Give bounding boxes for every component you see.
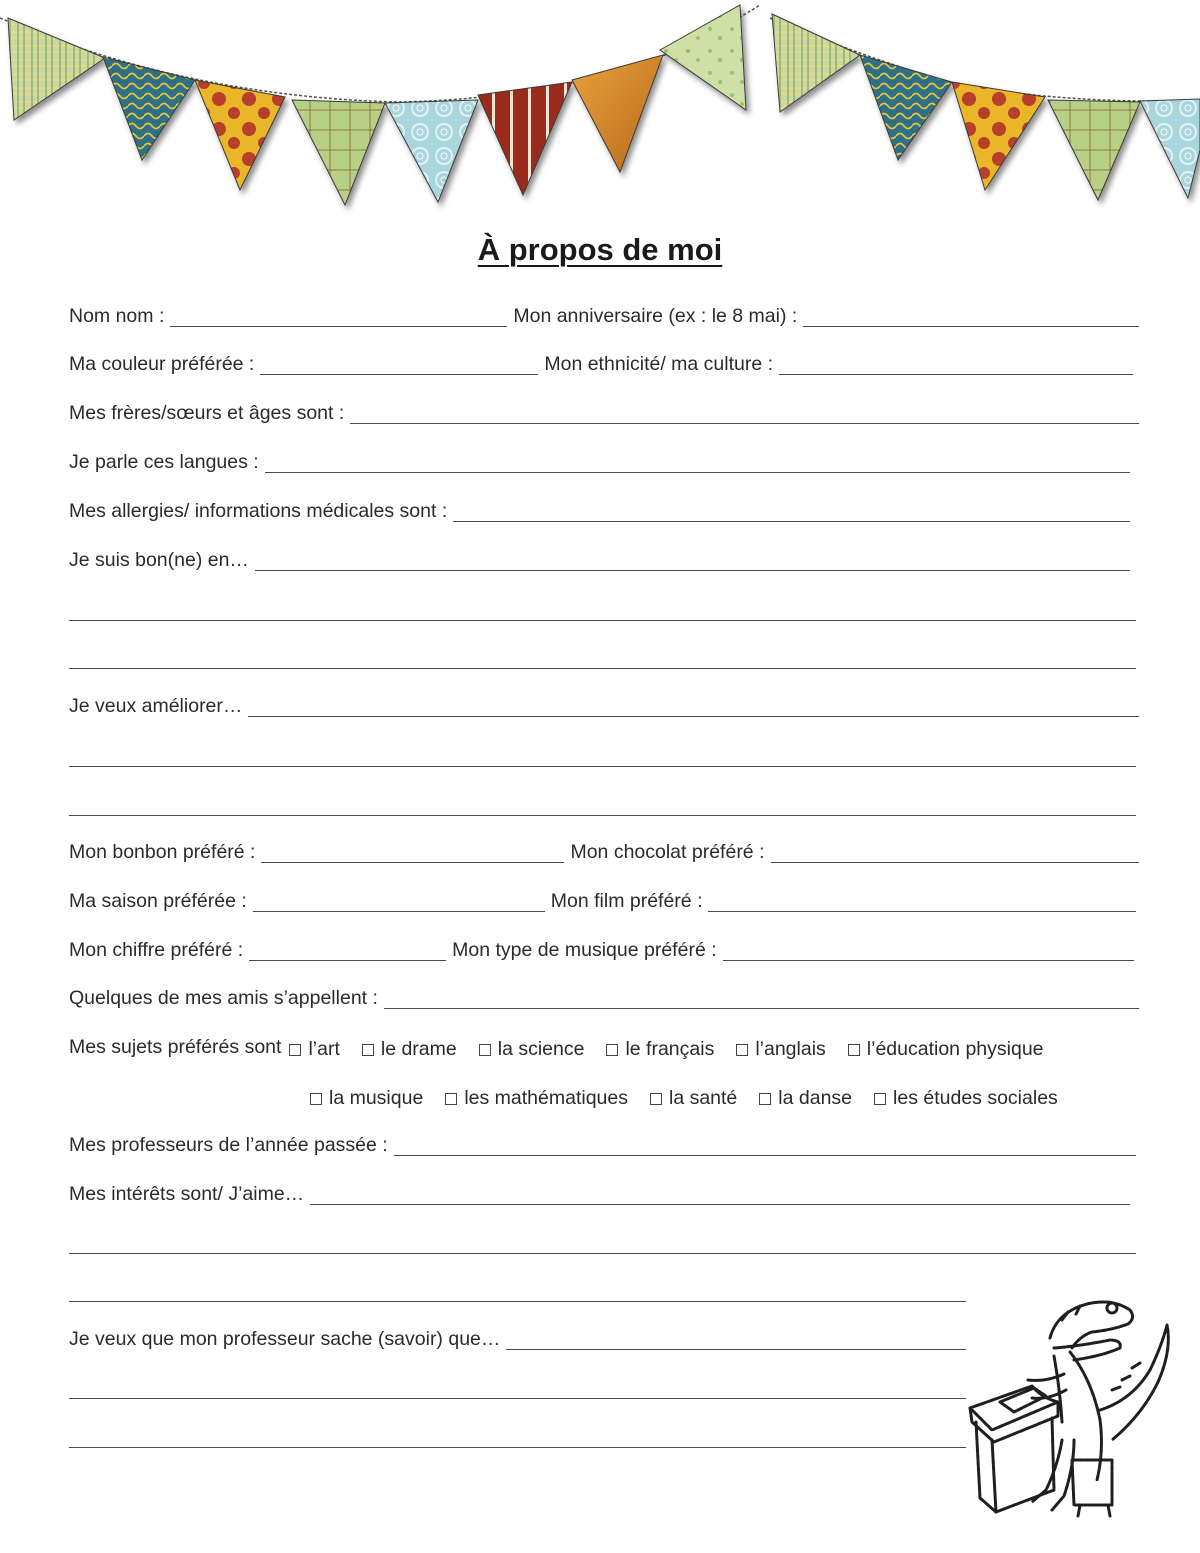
flag-green-grid <box>292 100 385 205</box>
input-line-bon-en-2[interactable] <box>69 598 1136 621</box>
checkbox-label: l’art <box>308 1038 340 1060</box>
input-line-professeurs[interactable] <box>394 1133 1136 1156</box>
row-langues <box>69 442 1139 476</box>
flag-plaid-2 <box>772 14 860 112</box>
label-interets: Mes intérêts sont/ J’aime… <box>69 1183 305 1205</box>
label-saison: Ma saison préférée : <box>69 890 247 912</box>
checkbox-option[interactable] <box>736 1037 825 1061</box>
checkbox-label: la science <box>497 1038 585 1060</box>
bunting-banner-decoration <box>0 0 1200 215</box>
checkbox-option[interactable] <box>759 1086 852 1110</box>
checkbox-icon[interactable] <box>736 1044 748 1056</box>
checkbox-icon[interactable] <box>362 1044 374 1056</box>
label-ameliorer: Je veux améliorer… <box>69 695 243 717</box>
row-freres <box>69 393 1139 427</box>
checkbox-label: la danse <box>778 1087 853 1109</box>
checkbox-option[interactable] <box>848 1037 1044 1061</box>
row-chiffre-musique <box>69 930 1139 964</box>
checkbox-icon[interactable] <box>479 1044 491 1056</box>
input-line-sache-2[interactable] <box>69 1376 966 1399</box>
row-sujets <box>69 1027 1139 1061</box>
row-saison-film <box>69 881 1139 915</box>
label-chocolat: Mon chocolat préféré : <box>570 841 765 863</box>
input-line-allergies[interactable] <box>453 499 1130 522</box>
row-sache-3 <box>69 1417 966 1451</box>
input-line-bonbon[interactable] <box>261 840 564 863</box>
checkbox-icon[interactable] <box>650 1093 662 1105</box>
label-allergies: Mes allergies/ informations médicales sont : <box>69 500 448 522</box>
checkbox-label: les études sociales <box>893 1087 1058 1109</box>
flag-teal-wave <box>103 57 195 160</box>
input-line-sache[interactable] <box>506 1327 966 1350</box>
input-line-langues[interactable] <box>265 450 1130 473</box>
row-allergies <box>69 491 1139 525</box>
checkbox-icon[interactable] <box>445 1093 457 1105</box>
flag-teal-wave-2 <box>860 55 952 160</box>
checkbox-option[interactable] <box>874 1086 1058 1110</box>
label-freres: Mes frères/sœurs et âges sont : <box>69 402 345 424</box>
row-bon-en <box>69 540 1139 574</box>
row-bon-en-2 <box>69 590 1139 624</box>
input-line-ameliorer-2[interactable] <box>69 744 1136 767</box>
input-line-freres[interactable] <box>350 401 1139 424</box>
input-line-amis[interactable] <box>384 986 1139 1009</box>
checkbox-option[interactable] <box>362 1037 457 1061</box>
label-chiffre: Mon chiffre préféré : <box>69 939 244 961</box>
page-title: À propos de moi <box>477 232 723 267</box>
flag-sage <box>660 5 746 110</box>
label-sache: Je veux que mon professeur sache (savoir) que… <box>69 1328 501 1350</box>
label-musique-type: Mon type de musique préféré : <box>452 939 717 961</box>
label-bon-en: Je suis bon(ne) en… <box>69 549 249 571</box>
label-couleur: Ma couleur préférée : <box>69 353 255 375</box>
row-sache-2 <box>69 1368 966 1402</box>
checkbox-option[interactable] <box>479 1037 585 1061</box>
checkbox-label: le drame <box>380 1038 457 1060</box>
input-line-chiffre[interactable] <box>249 938 446 961</box>
row-nom-anniversaire <box>69 296 1139 330</box>
checkbox-option[interactable] <box>650 1086 737 1110</box>
checkbox-label: l’anglais <box>755 1038 826 1060</box>
label-bonbon: Mon bonbon préféré : <box>69 841 256 863</box>
row-interets <box>69 1174 1139 1208</box>
flag-aqua-circles <box>385 100 478 202</box>
flag-yellow-dots-2 <box>952 82 1045 190</box>
checkbox-option[interactable] <box>289 1037 339 1061</box>
input-line-musique-type[interactable] <box>723 938 1134 961</box>
flag-aqua-circles-2 <box>1140 99 1200 198</box>
flag-plaid <box>8 18 105 120</box>
label-langues: Je parle ces langues : <box>69 451 259 473</box>
row-bonbon-chocolat <box>69 832 1139 866</box>
input-line-chocolat[interactable] <box>771 840 1140 863</box>
row-bon-en-3 <box>69 638 1139 672</box>
checkbox-icon[interactable] <box>848 1044 860 1056</box>
checkbox-icon[interactable] <box>289 1044 301 1056</box>
flag-orange <box>572 55 663 172</box>
row-ameliorer-3 <box>69 785 1139 819</box>
input-line-film[interactable] <box>708 889 1136 912</box>
input-line-ameliorer[interactable] <box>248 694 1139 717</box>
input-line-ameliorer-3[interactable] <box>69 793 1136 816</box>
flag-green-grid-2 <box>1048 100 1140 200</box>
label-nom: Nom nom : <box>69 305 165 327</box>
row-ameliorer <box>69 686 1139 720</box>
input-line-saison[interactable] <box>253 889 545 912</box>
label-film: Mon film préféré : <box>550 890 703 912</box>
row-amis <box>69 978 1139 1012</box>
row-interets-2 <box>69 1223 1139 1257</box>
checkbox-icon[interactable] <box>874 1093 886 1105</box>
input-line-bon-en[interactable] <box>255 548 1130 571</box>
row-professeurs <box>69 1125 1139 1159</box>
row-ameliorer-2 <box>69 736 1139 770</box>
checkbox-label: l’éducation physique <box>866 1038 1044 1060</box>
input-line-interets[interactable] <box>310 1182 1130 1205</box>
label-anniversaire: Mon anniversaire (ex : le 8 mai) : <box>513 305 798 327</box>
label-sujets: Mes sujets préférés sont <box>69 1036 282 1058</box>
row-couleur-ethnicite <box>69 344 1139 378</box>
input-line-bon-en-3[interactable] <box>69 646 1136 669</box>
checkbox-icon[interactable] <box>759 1093 771 1105</box>
checkbox-label: le français <box>625 1038 715 1060</box>
input-line-couleur[interactable] <box>260 352 538 375</box>
checkbox-option[interactable] <box>445 1086 628 1110</box>
checkbox-label: les mathématiques <box>464 1087 628 1109</box>
label-ethnicite: Mon ethnicité/ ma culture : <box>544 353 774 375</box>
row-interets-3 <box>69 1271 966 1305</box>
checkbox-icon[interactable] <box>310 1093 322 1105</box>
input-line-sache-3[interactable] <box>69 1425 966 1448</box>
checkbox-label: la musique <box>329 1087 424 1109</box>
row-sujets-2 <box>310 1076 1140 1110</box>
flag-yellow-dots <box>195 80 285 190</box>
label-professeurs: Mes professeurs de l’année passée : <box>69 1134 388 1156</box>
input-line-ethnicite[interactable] <box>779 352 1133 375</box>
flag-red-stripes <box>478 82 572 195</box>
input-line-interets-2[interactable] <box>69 1231 1136 1254</box>
alligator-at-desk-illustration <box>962 1290 1177 1522</box>
label-amis: Quelques de mes amis s’appellent : <box>69 987 378 1009</box>
input-line-interets-3[interactable] <box>69 1279 966 1302</box>
row-sache <box>69 1319 966 1353</box>
checkbox-option[interactable] <box>310 1086 423 1110</box>
checkbox-option[interactable] <box>606 1037 714 1061</box>
checkbox-icon[interactable] <box>606 1044 618 1056</box>
checkbox-label: la santé <box>668 1087 738 1109</box>
input-line-nom[interactable] <box>170 304 507 327</box>
input-line-anniversaire[interactable] <box>803 304 1139 327</box>
